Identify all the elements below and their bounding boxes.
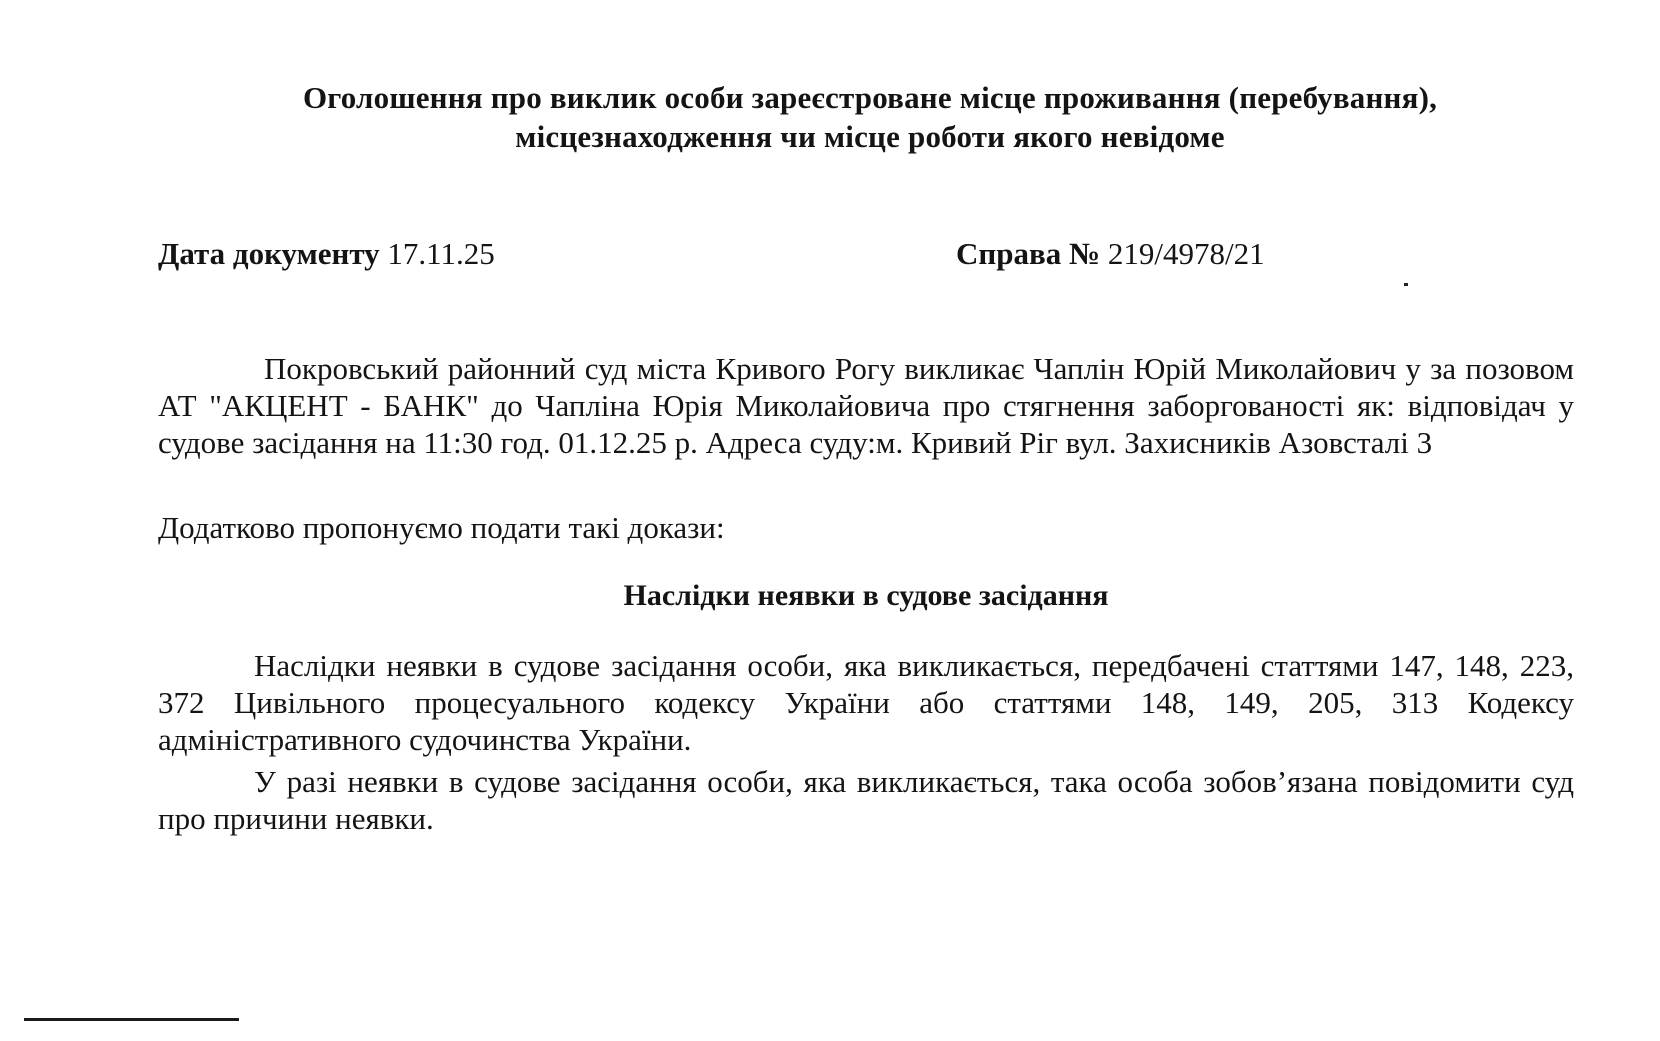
- evidence-paragraph: Додатково пропонуємо подати такі докази:: [158, 510, 725, 545]
- consequences-paragraph-2: У разі неявки в судове засідання особи, яка викликається, така особа зобов’язана повідомити суд про причини неявки.: [158, 764, 1574, 836]
- summons-paragraph: Покровський районний суд міста Кривого Рогу викликає Чаплін Юрій Миколайович у за позовом АТ "АКЦЕНТ - БАНК" до Чапліна Юрія Миколайовича про стягнення заборгованості як: відповідач у судове засідання на 11:30 год. 01.12.25 р. Адреса суду:м. Кривий Ріг вул. Захисників Азовсталі 3: [158, 351, 1574, 460]
- consequences-paragraph-1: Наслідки неявки в судове засідання особи, яка викликається, передбачені статтями 147, 148, 223, 372 Цивільного процесуального кодексу України або статтями 148, 149, 205, 313 Кодексу адміністративного судочинства України.: [158, 648, 1574, 757]
- document-date: [158, 236, 495, 272]
- document-date-label: Дата документу: [158, 236, 380, 271]
- case-number-label: Справа №: [956, 236, 1101, 271]
- footer-rule: [24, 1018, 239, 1021]
- scan-speck: [1404, 283, 1408, 286]
- document-title-line-1: Оголошення про виклик особи зареєстроване місце проживання (перебування),: [302, 80, 1438, 115]
- case-number-value: 219/4978/21: [1107, 236, 1265, 271]
- document-title-line-2: місцезнаходження чи місце роботи якого невідоме: [515, 119, 1225, 154]
- case-number: [956, 236, 1265, 272]
- consequences-heading: Наслідки неявки в судове засідання: [623, 579, 1109, 612]
- document-date-value: 17.11.25: [387, 236, 495, 271]
